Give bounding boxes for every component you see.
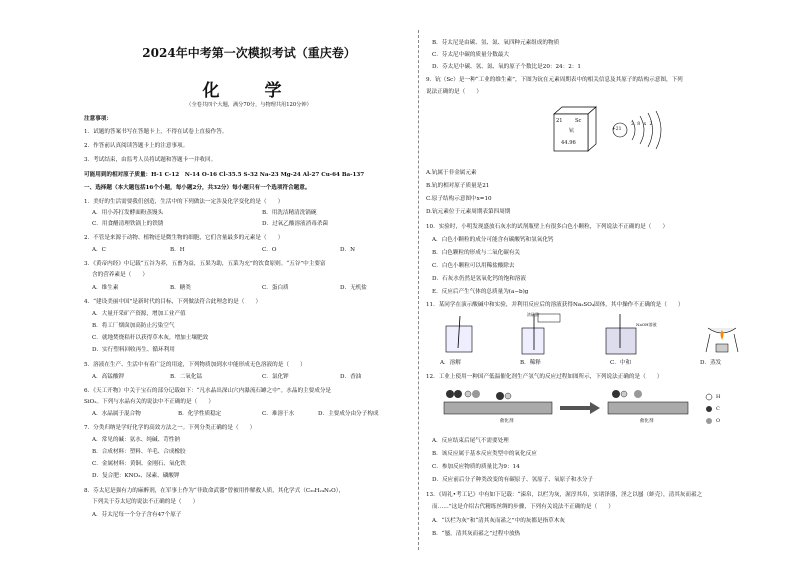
question-8: 8．芬太尼是强有力的麻醉剂，在军事上作为“非致命武器”曾被用作解救人质，其化学式（C₂₀H₂₄N₂O）， <box>84 488 345 494</box>
nucleus-charge: +21 <box>612 127 622 132</box>
option: D．主要成分由分子构成 <box>318 411 379 417</box>
question-12: 12．工业上使用一种国产低温催化剂生产氢气的反应过程如图所示，下列说法正确的是（ ） <box>426 374 663 380</box>
option: D．N <box>340 247 355 253</box>
electron-shells: 2 8 x 2 <box>631 122 654 127</box>
option: C．金属材料：黄铜、金刚石、氧化铁 <box>92 461 186 467</box>
neutralize-apparatus <box>600 312 664 356</box>
option: C．难溶于水 <box>262 411 295 417</box>
notice-heading: 注意事项： <box>84 116 112 122</box>
legend-o: O <box>716 418 721 424</box>
option: C.原子结构示意图中x=10 <box>426 196 492 202</box>
exam-subject: 化 学 <box>202 81 296 101</box>
option: A．水晶属于混合物 <box>92 411 141 417</box>
option: D．无机盐 <box>340 285 367 291</box>
option: A．高锰酸钾 <box>92 374 125 380</box>
question-10: 10．实验时，小明发现盛放石灰水的试剂瓶壁上有很多白色小颗粒，下列说法不正确的是（ ） <box>426 224 669 230</box>
option: D．芬太尼中碳、氢、氮、氧的原子个数比是20：24：2：1 <box>432 64 581 70</box>
section-heading: 一、选择题（本大题包括16个小题，每小题2分，共32分）每小题只有一个选项符合题意。 <box>84 185 311 191</box>
option: D．实行塑料回收再生、循环利用 <box>92 347 175 353</box>
atomic-masses: 可能用到的相对原子质量：H-1 C-12 N-14 O-16 Cl-35.5 S-32 Na-23 Mg-24 Al-27 Cu-64 Ba-137 <box>84 172 365 178</box>
option: A．维生素 <box>92 285 119 291</box>
option: A．“以栏为灰”和“清其灰而盝之”中的灰都是指草木灰 <box>432 518 565 524</box>
option: C．用食醋清理铁锅上的铁锈 <box>92 221 164 227</box>
option: B．芬太尼是由碳、氢、氮、氧四种元素组成的物质 <box>432 40 560 46</box>
question-13-cont: 而……”这是介绍古代精练丝绸的步骤，下列有关说法不正确的是（ ） <box>432 504 614 510</box>
option: B．二氧化锰 <box>170 374 203 380</box>
option: D．过氧乙酸溶液消毒杀菌 <box>262 221 329 227</box>
question-9-cont: 说法正确的是（ ） <box>426 89 482 95</box>
cell-name: 钪 <box>569 128 575 134</box>
exam-meta: （全卷共四个大题，满分70分，与物理共用120分钟） <box>186 102 312 108</box>
cell-mass: 44.96 <box>561 140 576 146</box>
option: B．合成材料：塑料、羊毛、合成橡胶 <box>92 449 186 455</box>
legend-c: C <box>716 406 720 412</box>
option: A．常见的碱：氨水、纯碱、苛性钠 <box>92 437 180 443</box>
question-6: 6．《天工开物》中关于宝石的部分记载如下：“凡水晶出深山穴内瀑流石罅之中”。水晶的主要成分是 <box>84 388 332 394</box>
notice-item: 3．考试结束，由监考人员将试题和答题卡一并收回。 <box>84 157 217 163</box>
option: A．大量开采矿产资源，增加工业产值 <box>92 311 186 317</box>
option: A．白色小颗粒的成分可能含有碳酸钙和氢氧化钙 <box>432 237 554 243</box>
option: C．蛋白质 <box>262 285 289 291</box>
lab-label: NaOH溶液 <box>636 322 657 327</box>
column-divider <box>418 30 419 550</box>
option: B．白色颗粒的形成与二氧化碳有关 <box>432 250 521 256</box>
option: D．复合肥：KNO₃、尿素、磷酸钾 <box>92 473 180 479</box>
legend-h: H <box>716 394 721 400</box>
question-8-cont: 下列关于芬太尼的说法不正确的是（ ） <box>92 499 199 505</box>
notice-item: 2．作答前认真阅读答题卡上的注意事项。 <box>84 143 189 149</box>
option: E．反应后产生气体的总质量为(a−b)g <box>432 289 529 295</box>
option: B．糖类 <box>170 285 191 291</box>
option: B．“蜃，清其灰而盝之”过程中放热 <box>432 531 521 537</box>
question-2: 2．不管是来源于动物、植物还是微生物的细胞，它们含量最多的元素是（ ） <box>84 235 284 241</box>
option: B．化学性质稳定 <box>178 411 222 417</box>
option: D．石灰水仍然是氢氧化钙的饱和溶液 <box>432 276 526 282</box>
question-7: 7．分类归纳是学好化学的高效方法之一。下列分类正确的是（ ） <box>84 425 256 431</box>
catalyst-label: 催化剂 <box>500 419 514 424</box>
option: D．香油 <box>340 374 362 380</box>
option: B．用洗洁精清洗锅碗 <box>262 210 317 216</box>
option: A．用小苏打发酵面粉蒸馒头 <box>92 210 164 216</box>
option: C．O <box>262 247 277 253</box>
catalyst-reaction-figure <box>440 386 700 430</box>
option: A．C <box>92 247 106 253</box>
option: C．中和 <box>610 360 632 366</box>
question-11: 11．某同学在演示酸碱中和实验，并利用反应后的溶液获得Na₂SO₄固体，其中操作不正确的是（ ） <box>426 302 684 308</box>
option: C．氯化钾 <box>262 374 289 380</box>
question-3: 3．《黄帝内经》中记载“五谷为养，五畜为益，五果为助，五菜为充”的饮食原则。“五谷”中主要富 <box>84 261 326 267</box>
dissolve-apparatus <box>440 314 480 354</box>
legend-symbols <box>704 392 714 428</box>
exam-title: 2024年中考第一次模拟考试（重庆卷） <box>142 46 356 60</box>
option: A.钪属于非金属元素 <box>426 170 477 176</box>
option: A．芬太尼每一个分子含有47个原子 <box>92 512 182 518</box>
option: A．反应结束后尾气不需要处理 <box>432 438 509 444</box>
option: A．溶解 <box>440 360 461 366</box>
question-5: 5．溶液在生产、生活中有着广泛的用途，下列物质加到水中能形成无色溶液的是（ ） <box>84 362 306 368</box>
question-9: 9．钪（Sc）是一种“工业的维生素”，下图为钪在元素周期表中的相关信息及其原子的结构示意图，下列 <box>426 77 683 83</box>
option: B．稀释 <box>520 360 541 366</box>
option: D．反应前后分子种类改变的有碳原子、氢原子、氧原子和水分子 <box>432 477 594 483</box>
notice-item: 1．试题的答案书写在答题卡上，不得在试卷上直接作答。 <box>84 129 228 135</box>
lab-label: 浓硫酸 <box>527 312 539 317</box>
question-3-cont: 含的营养素是（ ） <box>92 272 148 278</box>
question-4: 4．“建设美丽中国”是新时代的目标，下列做法符合此理念的是（ ） <box>84 299 262 305</box>
cell-number: 21 <box>556 118 563 124</box>
option: B．该反应属于基本反应类型中的氧化反应 <box>432 451 537 457</box>
catalyst-label: 催化剂 <box>640 419 654 424</box>
option: D．蒸发 <box>700 360 722 366</box>
dilute-apparatus <box>510 312 566 356</box>
option: D.钪元素位于元素周期表第四周期 <box>426 209 511 215</box>
option: C．参加反应物质的质量比为9：14 <box>432 464 520 470</box>
option: C．白色小颗粒可以用稀盐酸除去 <box>432 263 515 269</box>
question-1: 1．美好的生活需要我们创造，生活中的下列做法一定涉及化学变化的是（ ） <box>84 199 284 205</box>
option: B．H <box>170 247 185 253</box>
option: C．芬太尼中碳的质量分数最大 <box>432 52 509 58</box>
question-6-cont: SiO₂。下列与水晶有关的说法中不正确的是（ ） <box>84 399 214 405</box>
question-13: 13．《周礼•考工记》中有如下记载：“涑帛，以栏为灰，渥淳其帛，实诸泽器，淫之以蜃（蚌壳），清其灰而盝之 <box>426 492 703 498</box>
option: C．就地焚烧秸秆以获得草木灰，增加土壤肥效 <box>92 335 209 341</box>
option: B．将工厂烟囱加高防止污染空气 <box>92 323 175 329</box>
option: B.钪的相对原子质量是21 <box>426 183 490 189</box>
cell-symbol: Sc <box>575 118 582 124</box>
evaporate-apparatus <box>700 310 744 356</box>
